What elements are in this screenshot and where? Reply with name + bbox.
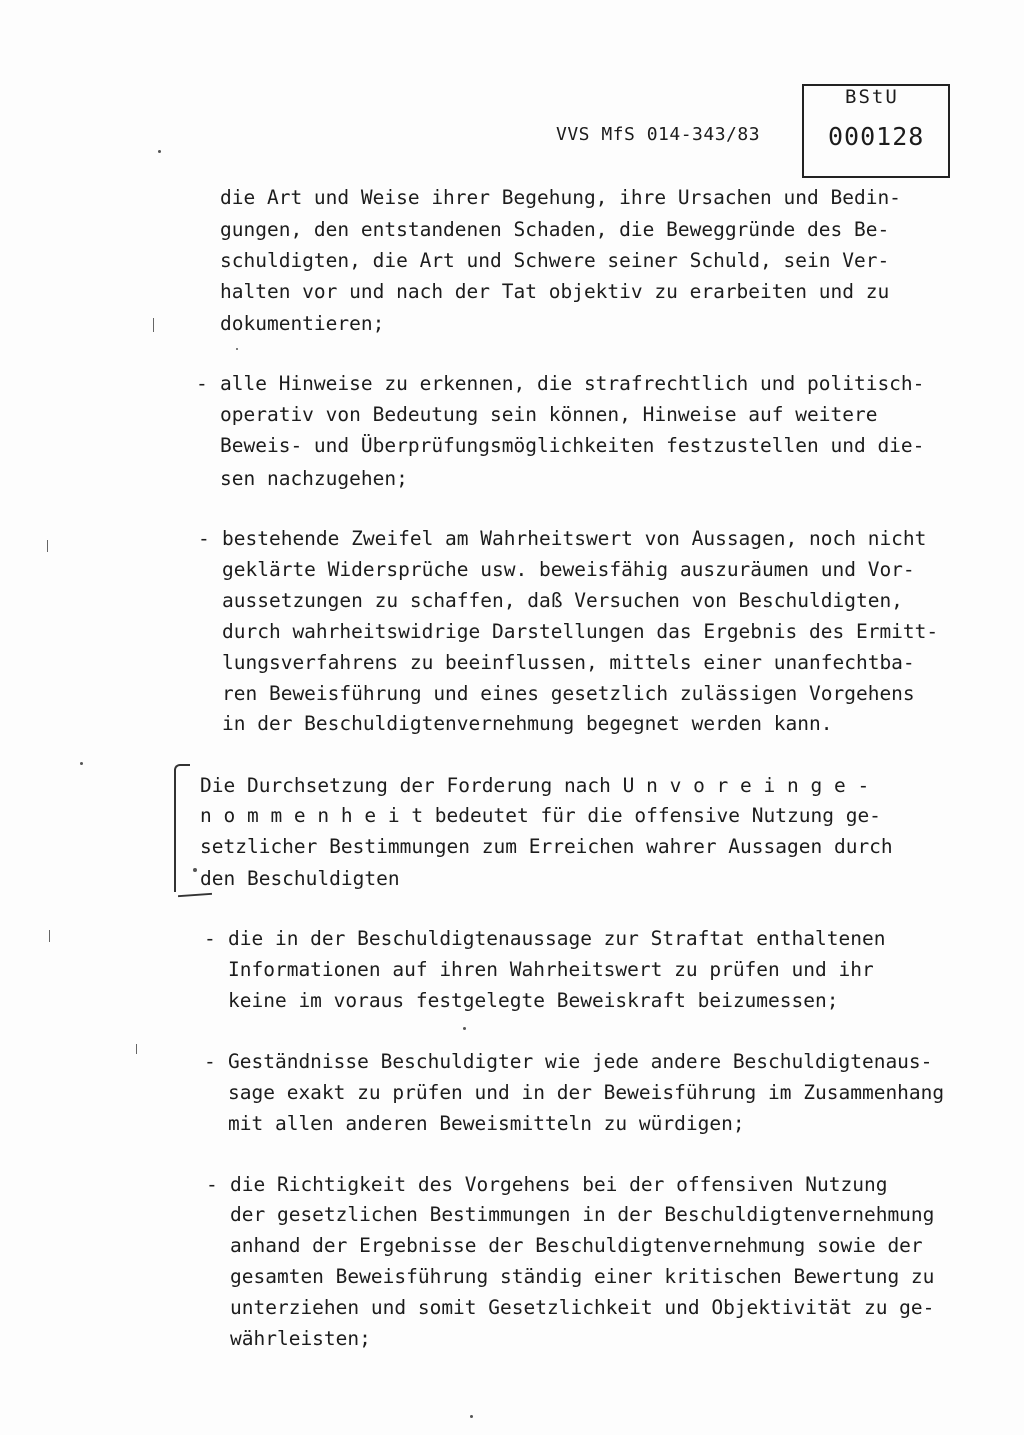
file-reference: VVS MfS 014-343/83 xyxy=(556,124,761,145)
intro-line: schuldigten, die Art und Schwere seiner Schuld, sein Ver- xyxy=(220,249,890,272)
bullet-line: sage exakt zu prüfen und in der Beweisführung im Zusammenhang xyxy=(228,1081,945,1104)
bullet-line: lungsverfahrens zu beeinflussen, mittels einer unanfechtba- xyxy=(222,651,915,674)
bullet-line: die Richtigkeit des Vorgehens bei der offensiven Nutzung xyxy=(230,1173,888,1196)
bullet-line: unterziehen und somit Gesetzlichkeit und Objektivität zu ge- xyxy=(230,1296,935,1319)
bullet-line: keine im voraus festgelegte Beweiskraft beizumessen; xyxy=(228,989,839,1012)
bullet-line: geklärte Widersprüche usw. beweisfähig auszuräumen und Vor- xyxy=(222,558,915,581)
bullet-line: Beweis- und Überprüfungsmöglichkeiten festzustellen und die- xyxy=(220,434,925,457)
bullet-line: sen nachzugehen; xyxy=(220,467,408,490)
bullet-line: alle Hinweise zu erkennen, die strafrechtlich und politisch- xyxy=(220,372,925,395)
paragraph-line: setzlicher Bestimmungen zum Erreichen wahrer Aussagen durch xyxy=(200,835,893,858)
paragraph-line: den Beschuldigten xyxy=(200,867,400,890)
bullet-dash: - xyxy=(206,1173,218,1196)
scan-speck xyxy=(158,150,161,153)
bullet-line: anhand der Ergebnisse der Beschuldigtenvernehmung sowie der xyxy=(230,1234,923,1257)
bullet-line: gesamten Beweisführung ständig einer kritischen Bewertung zu xyxy=(230,1265,935,1288)
paragraph-line: n o m m e n h e i t bedeutet für die offensive Nutzung ge- xyxy=(200,804,881,827)
bullet-dash: - xyxy=(198,527,210,550)
paragraph-line: Die Durchsetzung der Forderung nach U n v o r e i n g e - xyxy=(200,774,870,797)
bullet-line: mit allen anderen Beweismitteln zu würdigen; xyxy=(228,1112,745,1135)
intro-line: halten vor und nach der Tat objektiv zu erarbeiten und zu xyxy=(220,280,890,303)
bullet-line: währleisten; xyxy=(230,1327,371,1350)
archive-page-number: 000128 xyxy=(828,122,925,151)
intro-line: dokumentieren; xyxy=(220,312,385,335)
bullet-line: Informationen auf ihren Wahrheitswert zu prüfen und ihr xyxy=(228,958,874,981)
margin-bracket xyxy=(174,764,190,892)
scan-speck xyxy=(470,1415,473,1418)
scan-speck xyxy=(236,348,238,350)
scan-speck xyxy=(80,762,83,765)
bullet-line: aussetzungen zu schaffen, daß Versuchen von Beschuldigten, xyxy=(222,589,903,612)
intro-line: die Art und Weise ihrer Begehung, ihre Ursachen und Bedin- xyxy=(220,186,901,209)
margin-mark xyxy=(49,930,50,942)
bullet-line: ren Beweisführung und eines gesetzlich zulässigen Vorgehens xyxy=(222,682,915,705)
margin-mark xyxy=(153,318,154,332)
margin-mark xyxy=(47,540,48,552)
margin-mark xyxy=(136,1044,137,1054)
bullet-line: in der Beschuldigtenvernehmung begegnet werden kann. xyxy=(222,712,833,735)
bullet-dash: - xyxy=(204,1050,216,1073)
bullet-line: die in der Beschuldigtenaussage zur Straftat enthaltenen xyxy=(228,927,886,950)
bullet-line: der gesetzlichen Bestimmungen in der Beschuldigtenvernehmung xyxy=(230,1203,935,1226)
bullet-line: Geständnisse Beschuldigter wie jede andere Beschuldigtenaus- xyxy=(228,1050,933,1073)
archive-stamp-label: BStU xyxy=(845,86,899,108)
bullet-line: bestehende Zweifel am Wahrheitswert von Aussagen, noch nicht xyxy=(222,527,927,550)
bullet-dash: - xyxy=(204,927,216,950)
intro-line: gungen, den entstandenen Schaden, die Beweggründe des Be- xyxy=(220,218,890,241)
bullet-dash: - xyxy=(196,372,208,395)
bullet-line: durch wahrheitswidrige Darstellungen das Ergebnis des Ermitt- xyxy=(222,620,939,643)
margin-bracket-underline xyxy=(178,893,212,897)
scan-speck xyxy=(193,868,197,872)
bullet-line: operativ von Bedeutung sein können, Hinweise auf weitere xyxy=(220,403,878,426)
scan-speck xyxy=(463,1027,466,1030)
